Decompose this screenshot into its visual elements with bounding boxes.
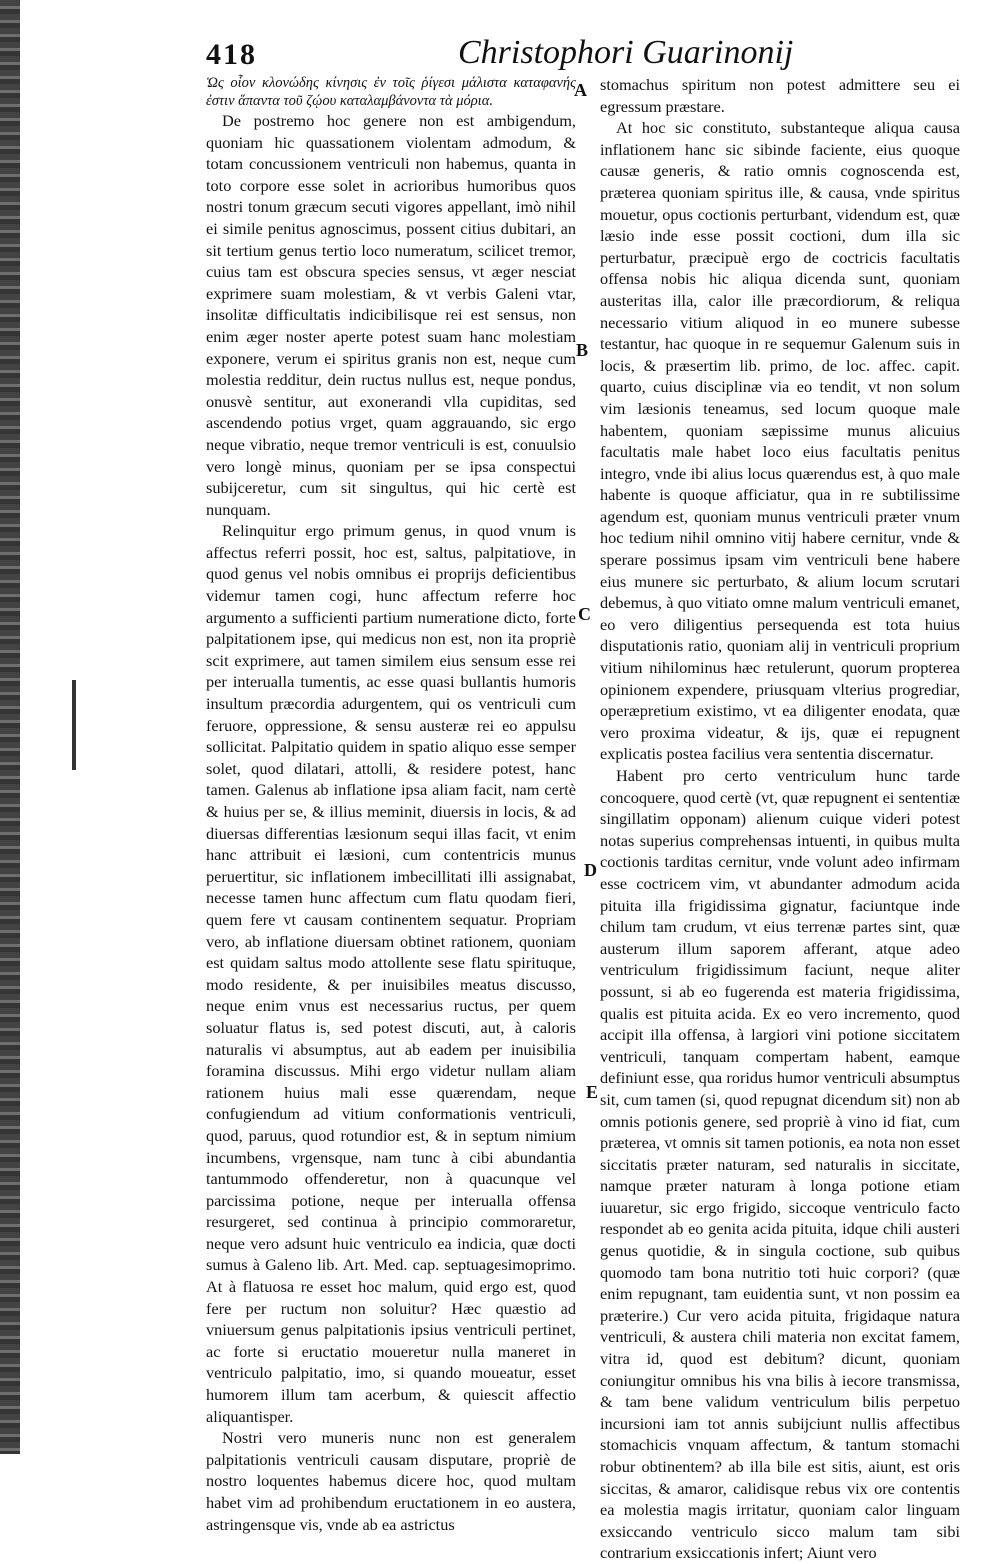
margin-marker-e: E (586, 1082, 599, 1102)
paragraph: At hoc sic constituto, substanteque aliqua causa inflationem hanc sic sibinde faciente, eius quoque causæ generis, & ratio omnis cognoscenda est, præterea quoniam spiritus ille, & causa, vnde spiritus mouetur, opus coctionis perturbant, videndum est, quæ læsio inde esse possit coctioni, dum illa sic perturbatur, præcipuè ergo de coctricis facultatis offensa nobis hic aliqua dicenda sunt, quoniam austeritas illa, calor ille præcordiorum, & reliqua necessario vitium aliquod in eo munere subesse testantur, hac quoque in re sequemur Galenum suis in locis, & præsertim lib. primo, de loc. affec. capit. quarto, cuius disciplinæ via eo tendit, vt non solum vim læsionis teneamus, sed locum quoque male habentem, quoniam sæpissime munus alicuius facultatis male habet loco eius facultatis penitus integro, vnde ibi alius locus quærendus est, à quo male habente is quoque afficiatur, qua in re subtilissime agendum est, quoniam munus ventriculi præter vnum hoc tedium nihil omnino vitij habere cernitur, vnde & sperare possimus ipsam vim ventriculi bene habere eius munere sic perturbato, & alium locum scrutari debemus, à quo vitiato omne malum ventriculi emanet, eo vero diligentius persequenda est tota huius disputationis ratio, quoniam alij in ventriculi proprium vitium nihilominus hæc retulerunt, quorum propterea opinionem expendere, priusquam vlterius progrediar, operæpretium existimo, vt ea diligenter enodata, quæ vero proxima videatur, & ijs, quæ ei repugnent explicatis postea facilius vera sententia discernatur. (600, 118, 960, 764)
paragraph: Relinquitur ergo primum genus, in quod vnum is affectus referri possit, hoc est, saltus, palpitatiove, in quod genus vel nobis omnibus ei proprijs deficientibus videmur tamen cogi, hunc affectum referre hoc argumento a sufficienti partium numeratione dicto, forte palpitationem ipse, qui medicus non est, non ita propriè scit exprimere, aut tamen similem eius sensum esse rei per interualla tumentis, ac esse quasi bullantis humoris insultum præcordia adurgentem, qui os ventriculi cum feruore, oppressione, & sensu austeræ rei eo appulsu sollicitat. Palpitatio quidem in spatio aliquo esse semper solet, quod dilatari, attolli, & residere potest, hanc tamen. Galenus ab inflatione ipsa aliam facit, nam certè & huius per se, & illius meminit, diuersis in locis, & ad diuersas differentias læsionum sequi illas facit, vt enim hanc attribuit ei læsioni, cum contentricis munus peruertitur, sic inflationem imbecillitati illi assignabat, necesse tamen hunc affectum cum flatu quodam fieri, quem fere vt causam continentem sequatur. Propriam vero, ab inflatione diuersam obtinet rationem, quoniam est quidam saltus modo attollente sese flatu spirituque, modo residente, & per inuisibiles meatus discusso, neque enim vnus est necessarius ructus, per quem soluatur flatus is, sed potest discuti, aut, à caloris naturalis vi absumptus, aut ab eadem per inuisibilia foramina discussus. Mihi ergo videtur nullam aliam rationem huius mali esse quærendam, neque confugiendum ad vitium conformationis ventriculi, quod, paruus, quod rotundior est, & in septum nimium incumbens, vrgensque, nam tunc à cibi abundantia tantummodo offenderetur, non à quacunque vel parcissima potione, neque per interualla offensa resurgeret, sed continua à principio commoraretur, neque vero adsunt huic ventriculo ea indicia, quæ docti sumus à Galeno lib. Art. Med. cap. septuagesimoprimo. At à flatuosa re esset hoc malum, quid ergo est, quod fere per ructum non soluitur? Hæc quæstio ad vniuersum genus palpitationis ipsius ventriculi pertinet, ac forte si eructatio moueretur nulla maneret in ventriculo palpitatio, imo, si quando moueatur, esset humorem illum tam acerbum, & quiescit affectio aliquantisper. (206, 521, 576, 1426)
running-title: Christophori Guarinonij (458, 34, 794, 71)
left-text-column (206, 74, 576, 1534)
page-edge-shadow (0, 0, 20, 1454)
margin-marker-c: C (578, 604, 591, 624)
paragraph: De postremo hoc genere non est ambigendum, quoniam hic quassationem violentam admodum, & totam concussionem ventriculi non habemus, quanta in toto corpore esse solet in acrioribus humoribus quos nostri tonum græcum secuti vigores appellant, imò nihil ei simile penitus agnoscimus, possent citius dubitari, an sit tertium genus tertio loco numeratum, scilicet tremor, cuius tam est obscura species sensus, vt æger nesciat exprimere suam molestiam, & vt verbis Galeni vtar, insolitæ difficultatis indicibilisque rei est sensus, non enim æger noster aperte potest suam hanc molestiam exponere, verum ei spiritus granis non est, neque cum molestia redditur, dein ructus nullus est, neque pondus, onusvè sentitur, aut exonerandi vlla cupiditas, sed ascendendo potius vrget, quam aggrauando, sic ergo neque vibratio, neque tremor ventriculi is est, conuulsio vero longè minus, quoniam per se ipsa conspectui subijceretur, cum sit singultus, qui hic certè est nunquam. (206, 111, 576, 519)
paragraph: Habent pro certo ventriculum hunc tarde concoquere, quod certè (vt, quæ repugnent ei sententiæ singillatim opponam) alienum cuique videri potest notas superius comprehensas intuenti, in quibus multa coctionis tarditas cernitur, vnde volunt adeo infirmam esse coctricem vim, vt abundanter admodum acida pituita illa frigidissima gignatur, faciuntque inde chilum tam crudum, vt eius terrenæ partes sint, quæ austerum illum saporem afferant, atque adeo ventriculum frigidissimum faciunt, neque aliter possunt, si ab eo fugerenda est materia frigidissima, qualis est pituita acida. Ex eo vero incremento, quod accipit illa offensa, à largiori vini potione siccitatem ventriculi, tanquam compertam habent, eamque definiunt esse, qua roridus humor ventriculi absumptus sit, cum tamen (si, quod repugnat dicendum sit) non ab omnis potionis genere, sed propriè à vino id fiat, cum præterea, vt omnis sit tamen potionis, ea nota non esset siccitatis præter naturam, sed naturalis in siccitate, namque præter naturam à longa potione etiam iuuaretur, sic ergo frigido, siccoque ventriculo facto respondet ab eo genita acida pituita, idque chili austeri genus quotidie, & in singula coctione, sub quibus quomodo tam bona nutritio toti huic corpori? (quæ enim repugnant, tam euidentia sunt, vt non possim ea præterire.) Cur vero acida pituita, frigidaque natura ventriculi, & austera chili materia non excitat famem, vitra id, quod est debitum? dicunt, quoniam coniungitur omnibus his vna bilis à iecore transmissa, & tam bene validum ventriculum bilis perpetuo incursioni iam tot annis subijciunt nullis affectibus stomachicis vnquam affectum, & tantum stomachi robur obtinentem? ab illa bile est sitis, aiunt, est oris siccitas, & amaror, calidisque rebus vix ore contentis ea molestia magis irritatur, quoniam calor linguam exsiccando ventriculo sicco malum tam sibi contrarium exsiccationis infert; Aiunt vero (600, 766, 960, 1563)
page-number: 418 (206, 38, 257, 71)
margin-marker-b: B (576, 340, 589, 360)
margin-marker-d: D (584, 860, 597, 880)
greek-quotation: Ὡς οἷον κλονώδης κίνησις ἐν τοῖς ῥίγεσι μάλιστα καταφανής ἐστιν ἅπαντα τοῦ ζῴου καταλαμβάνοντα τὰ μόρια. (206, 75, 576, 109)
margin-marker-a: A (574, 80, 587, 100)
paragraph: Nostri vero muneris nunc non est generalem palpitationis ventriculi causam disputare, propriè de nostro loquentes habemus dicere hoc, quod multam habet vim ad prohibendum eructationem in eo austera, astringensque vis, vnde ab ea astrictus (206, 1428, 576, 1534)
paragraph: stomachus spiritum non potest admittere seu ei egressum præstare. (600, 75, 960, 116)
right-text-column (600, 74, 960, 1563)
margin-pen-mark (72, 680, 76, 770)
